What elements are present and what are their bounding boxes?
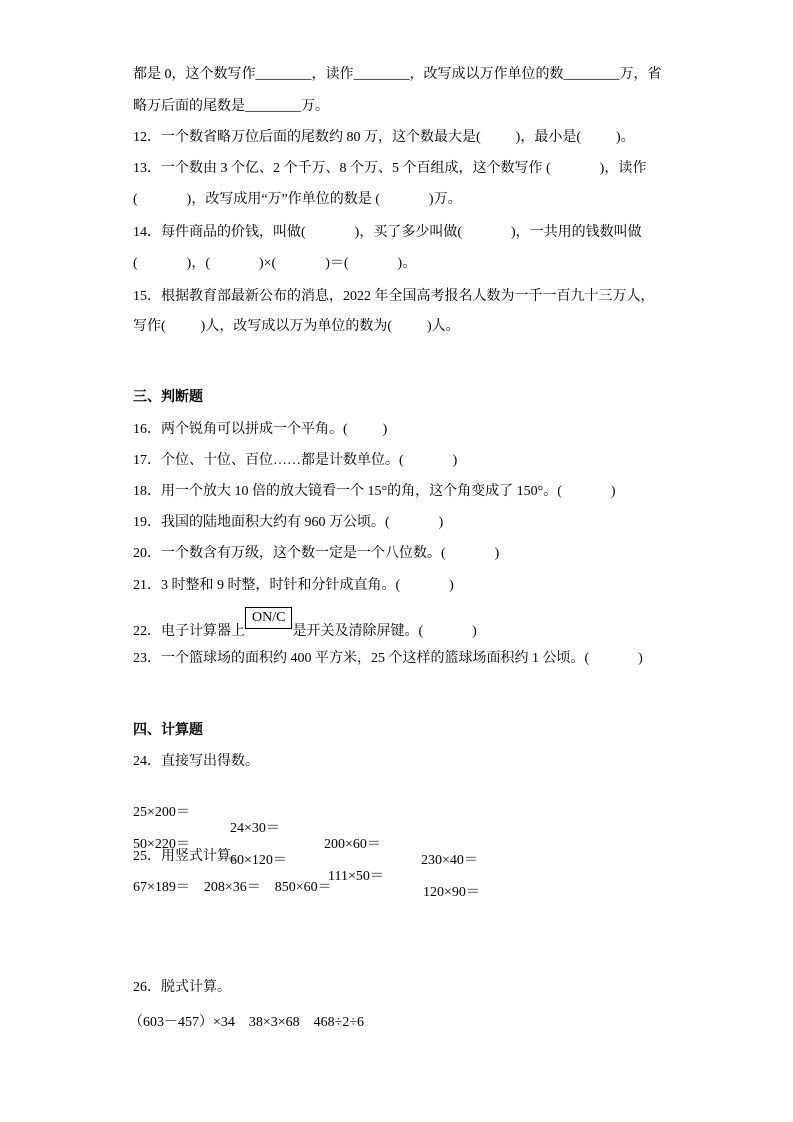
q25: 25．用竖式计算。	[133, 849, 245, 864]
q15-line2: 写作( )人，改写成以万为单位的数为( )人。	[133, 319, 460, 334]
q12: 12．一个数省略万位后面的尾数约 80 万，这个数最大是( )，最小是( )。	[133, 130, 635, 145]
q22-pre: 22．电子计算器上	[133, 624, 245, 639]
q22-post: 是开关及清除屏键。( )	[292, 624, 477, 639]
expr: 24×30＝	[230, 821, 280, 836]
section-judge-title: 三、判断题	[133, 390, 203, 405]
q20: 20．一个数含有万级，这个数一定是一个八位数。( )	[133, 546, 500, 561]
q22	[133, 610, 477, 643]
q16: 16．两个锐角可以拼成一个平角。( )	[133, 422, 388, 437]
expr: 200×60＝	[324, 837, 381, 852]
expr: 120×90＝	[423, 885, 480, 900]
q18: 18．用一个放大 10 倍的放大镜看一个 15°的角，这个角变成了 150°。( )	[133, 484, 616, 499]
q13-line2: ( )，改写成用“万”作单位的数是 ( )万。	[133, 192, 462, 207]
q21: 21．3 时整和 9 时整，时针和分针成直角。( )	[133, 578, 454, 593]
expr: 230×40＝	[421, 853, 478, 868]
q14-line1: 14．每件商品的价钱，叫做( )，买了多少叫做( )，一共用的钱数叫做	[133, 225, 642, 240]
expr: 60×120＝	[230, 853, 287, 868]
expr: 25×200＝	[133, 805, 190, 820]
expr: 111×50＝	[328, 869, 384, 884]
q13-line1: 13．一个数由 3 个亿、2 个千万、8 个万、5 个百组成，这个数写作 ( )，读作	[133, 161, 647, 176]
q17: 17．个位、十位、百位……都是计数单位。( )	[133, 453, 458, 468]
q25-exprs: 67×189＝ 208×36＝ 850×60＝	[133, 880, 332, 895]
q14-line2: ( )，( )×( )＝( )。	[133, 256, 417, 271]
expr: 50×220＝	[133, 837, 190, 852]
q19: 19．我国的陆地面积大约有 960 万公顷。( )	[133, 515, 444, 530]
q23: 23．一个篮球场的面积约 400 平方米，25 个这样的篮球场面积约 1 公顷。( )	[133, 651, 643, 666]
q11-line1: 都是 0，这个数写作________，读作________，改写成以万作单位的数________万，省	[133, 67, 662, 82]
section-calc-title: 四、计算题	[133, 723, 203, 738]
q24: 24．直接写出得数。	[133, 754, 259, 769]
q26-exprs: （603－457）×34 38×3×68 468÷2÷6	[129, 1015, 365, 1030]
q11-line2: 略万后面的尾数是________万。	[133, 99, 329, 114]
on-c-key: ON/C	[245, 607, 292, 629]
q26: 26．脱式计算。	[133, 980, 231, 995]
q15-line1: 15．根据教育部最新公布的消息，2022 年全国高考报名人数为一千一百九十三万人，	[133, 289, 655, 304]
